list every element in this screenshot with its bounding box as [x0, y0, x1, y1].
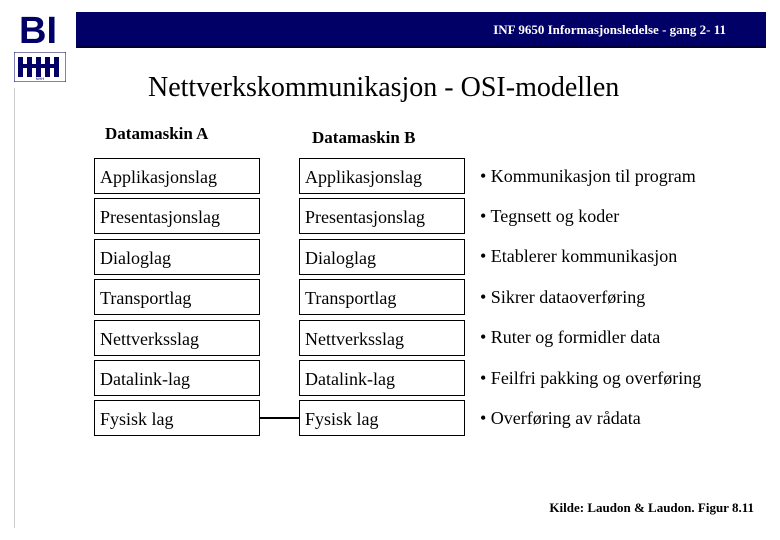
desc-session: • Etablerer kommunikasjon: [480, 246, 678, 266]
layer-b-datalink: Datalink-lag: [299, 360, 465, 396]
course-title: INF 9650 Informasjonsledelse - gang 2- 11: [493, 22, 726, 37]
source-citation: Kilde: Laudon & Laudon. Figur 8.11: [549, 500, 754, 515]
layer-a-presentation: Presentasjonslag: [94, 198, 260, 234]
layer-b-network: Nettverksslag: [299, 320, 465, 356]
desc-presentation: • Tegnsett og koder: [480, 206, 620, 226]
svg-text:BI: BI: [19, 10, 57, 48]
desc-physical: • Overføring av rådata: [480, 408, 641, 428]
layer-a-network: Nettverksslag: [94, 320, 260, 356]
desc-datalink: • Feilfri pakking og overføring: [480, 368, 702, 388]
svg-text:NHH: NHH: [35, 76, 45, 81]
layer-a-application: Applikasjonslag: [94, 158, 260, 194]
layer-a-session: Dialoglag: [94, 239, 260, 275]
layer-b-session: Dialoglag: [299, 239, 465, 275]
layer-b-transport: Transportlag: [299, 279, 465, 315]
slide-title: Nettverkskommunikasjon - OSI-modellen: [148, 72, 620, 103]
physical-link-line: [260, 417, 299, 419]
layer-b-presentation: Presentasjonslag: [299, 198, 465, 234]
layer-a-transport: Transportlag: [94, 279, 260, 315]
header-bar: [76, 12, 766, 48]
layer-a-datalink: Datalink-lag: [94, 360, 260, 396]
bi-logo: [12, 10, 64, 48]
layer-b-physical: Fysisk lag: [299, 400, 465, 436]
column-header-b: Datamaskin B: [312, 128, 416, 147]
layer-a-physical: Fysisk lag: [94, 400, 260, 436]
nhh-logo: [14, 52, 66, 82]
desc-network: • Ruter og formidler data: [480, 327, 661, 347]
side-divider: [14, 88, 15, 528]
desc-application: • Kommunikasjon til program: [480, 166, 696, 186]
desc-transport: • Sikrer dataoverføring: [480, 287, 646, 307]
column-header-a: Datamaskin A: [105, 124, 209, 143]
layer-b-application: Applikasjonslag: [299, 158, 465, 194]
